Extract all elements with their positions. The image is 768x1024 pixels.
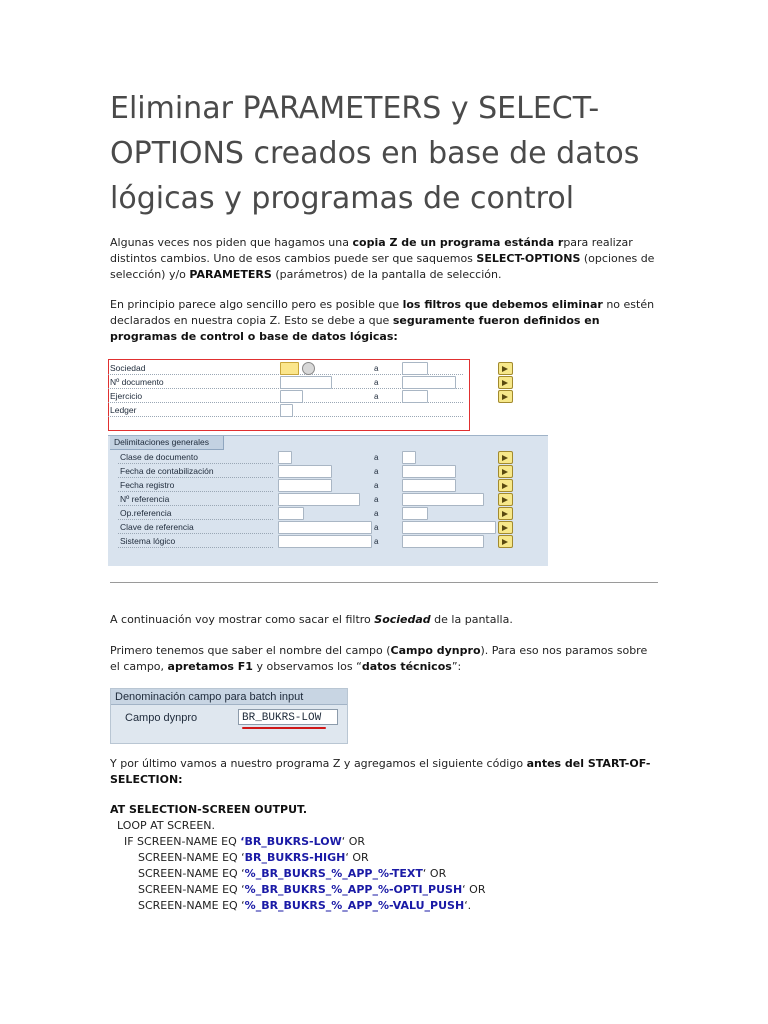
group-field-row [118,478,273,492]
multiple-selection-icon[interactable] [498,479,513,492]
intro-bold-parameters: PARAMETERS [189,268,272,281]
multiple-selection-icon[interactable] [498,376,513,389]
code-literal: %_BR_BUKRS_%_APP_%-VALU_PUSH [244,899,465,912]
sistema-logico-low-input[interactable] [278,535,372,548]
sistema-logico-high-input[interactable] [402,535,484,548]
fecha-contab-high-input[interactable] [402,465,456,478]
field-label: Nº referencia [120,494,170,504]
para-text: y observamos los “ [252,660,362,673]
group-title: Delimitaciones generales [110,436,224,450]
documento-low-input[interactable] [280,376,332,389]
clase-doc-low-input[interactable] [278,451,292,464]
field-label: Sistema lógico [120,536,176,546]
para-text: de la pantalla. [430,613,513,626]
multiple-selection-icon[interactable] [498,521,513,534]
fecha-registro-low-input[interactable] [278,479,332,492]
sap-selection-screen-image [108,357,548,567]
ejercicio-low-input[interactable] [280,390,303,403]
para-text: no estén declarados en nuestra copia Z. Esto se debe a que [110,298,655,327]
clave-ref-high-input[interactable] [402,521,496,534]
para-text: En principio parece algo sencillo pero es posible que [110,298,403,311]
red-underline [242,727,326,729]
field-label: Clave de referencia [120,522,194,532]
code-literal: ‘BR_BUKRS-LOW [240,835,342,848]
to-label: a [374,378,379,387]
matchcode-icon[interactable] [302,362,315,375]
para-text: ). Para eso nos paramos sobre el campo, [110,644,648,673]
code-literal: BR_BUKRS-HIGH [244,851,346,864]
abap-code-block [110,802,670,914]
para-bold: Campo dynpro [390,644,481,657]
sociedad-high-input[interactable] [402,362,428,375]
multiple-selection-icon[interactable] [498,451,513,464]
clave-ref-low-input[interactable] [278,521,372,534]
field-label: Op.referencia [120,508,172,518]
intro-bold-select-options: SELECT-OPTIONS [476,252,581,265]
to-label: a [374,453,379,462]
to-label: a [374,364,379,373]
field-label: Fecha de contabilización [120,466,214,476]
multiple-selection-icon[interactable] [498,493,513,506]
multiple-selection-icon[interactable] [498,507,513,520]
code-line: SCREEN-NAME EQ ‘%_BR_BUKRS_%_APP_%-OPTI_PUSH‘ OR [110,883,486,896]
group-field-row [118,464,273,478]
group-field-row [118,450,273,464]
referencia-high-input[interactable] [402,493,484,506]
fecha-registro-high-input[interactable] [402,479,456,492]
para-text: A continuación voy mostrar como sacar el filtro [110,613,375,626]
para-bold: apretamos F1 [167,660,253,673]
page-title: Eliminar PARAMETERS y SELECT-OPTIONS creados en base de datos lógicas y programas de control [110,91,640,216]
to-label: a [374,523,379,532]
final-paragraph [110,756,655,788]
op-referencia-low-input[interactable] [278,507,304,520]
group-field-row [118,506,273,520]
code-line: SCREEN-NAME EQ ‘BR_BUKRS-HIGH‘ OR [110,851,369,864]
horizontal-divider [110,582,658,583]
intro-text: Algunas veces nos piden que hagamos una [110,236,353,249]
multiple-selection-icon[interactable] [498,535,513,548]
documento-high-input[interactable] [402,376,456,389]
code-line: SCREEN-NAME EQ ‘%_BR_BUKRS_%_APP_%-TEXT‘ OR [110,867,447,880]
intro-bold-copia: copia Z de un programa estánda r [352,236,564,249]
field-label: Nº documento [110,377,164,387]
to-label: a [374,509,379,518]
ledger-input[interactable] [280,404,293,417]
field-label: Ejercicio [110,391,143,401]
code-line: LOOP AT SCREEN. [110,819,215,832]
para-bold: datos técnicos [361,660,452,673]
sociedad-low-input[interactable] [280,362,299,375]
field-label: Ledger [110,405,137,415]
referencia-low-input[interactable] [278,493,360,506]
multiple-selection-icon[interactable] [498,465,513,478]
intro-text: (parámetros) de la pantalla de selección. [271,268,502,281]
intro-text: para realizar distintos cambios. Uno de esos cambios puede ser que saquemos [110,236,633,265]
group-field-row [118,534,273,548]
to-label: a [374,495,379,504]
explanation-paragraph [110,297,655,345]
field-label: Fecha registro [120,480,175,490]
para-bold: antes del START-OF-SELECTION: [110,757,651,786]
technical-data-image [110,688,348,744]
para-bold: seguramente fueron definidos en programas de control o base de datos lógicas: [110,314,600,343]
para-bold: los filtros que debemos eliminar [402,298,603,311]
ejercicio-high-input[interactable] [402,390,428,403]
to-label: a [374,467,379,476]
clase-doc-high-input[interactable] [402,451,416,464]
intro-paragraph [110,235,655,283]
para-text: Primero tenemos que saber el nombre del campo ( [110,644,391,657]
field-label: Clase de documento [120,452,198,462]
sociedad-paragraph [110,612,655,628]
para-text: ”: [451,660,462,673]
op-referencia-high-input[interactable] [402,507,428,520]
general-restrictions-group [108,435,548,566]
code-line: AT SELECTION-SCREEN OUTPUT. [110,803,308,816]
multiple-selection-icon[interactable] [498,362,513,375]
code-literal: %_BR_BUKRS_%_APP_%-TEXT [244,867,423,880]
field-label: Sociedad [110,363,146,373]
code-line: SCREEN-NAME EQ ‘%_BR_BUKRS_%_APP_%-VALU_PUSH‘. [110,899,472,912]
campo-dynpro-paragraph [110,643,655,675]
tech-data-title: Denominación campo para batch input [111,689,347,705]
to-label: a [374,481,379,490]
intro-text: (opciones de selección) y/o [110,252,655,281]
fecha-contab-low-input[interactable] [278,465,332,478]
group-field-row [118,492,273,506]
to-label: a [374,392,379,401]
campo-dynpro-label: Campo dynpro [125,712,198,724]
campo-dynpro-value: BR_BUKRS-LOW [238,709,338,725]
multiple-selection-icon[interactable] [498,390,513,403]
code-line: IF SCREEN-NAME EQ ‘BR_BUKRS-LOW‘ OR [110,835,365,848]
group-field-row [118,520,273,534]
to-label: a [374,537,379,546]
para-emphasis: Sociedad [374,613,431,626]
para-text: Y por último vamos a nuestro programa Z y agregamos el siguiente código [110,757,527,770]
code-literal: %_BR_BUKRS_%_APP_%-OPTI_PUSH [244,883,463,896]
